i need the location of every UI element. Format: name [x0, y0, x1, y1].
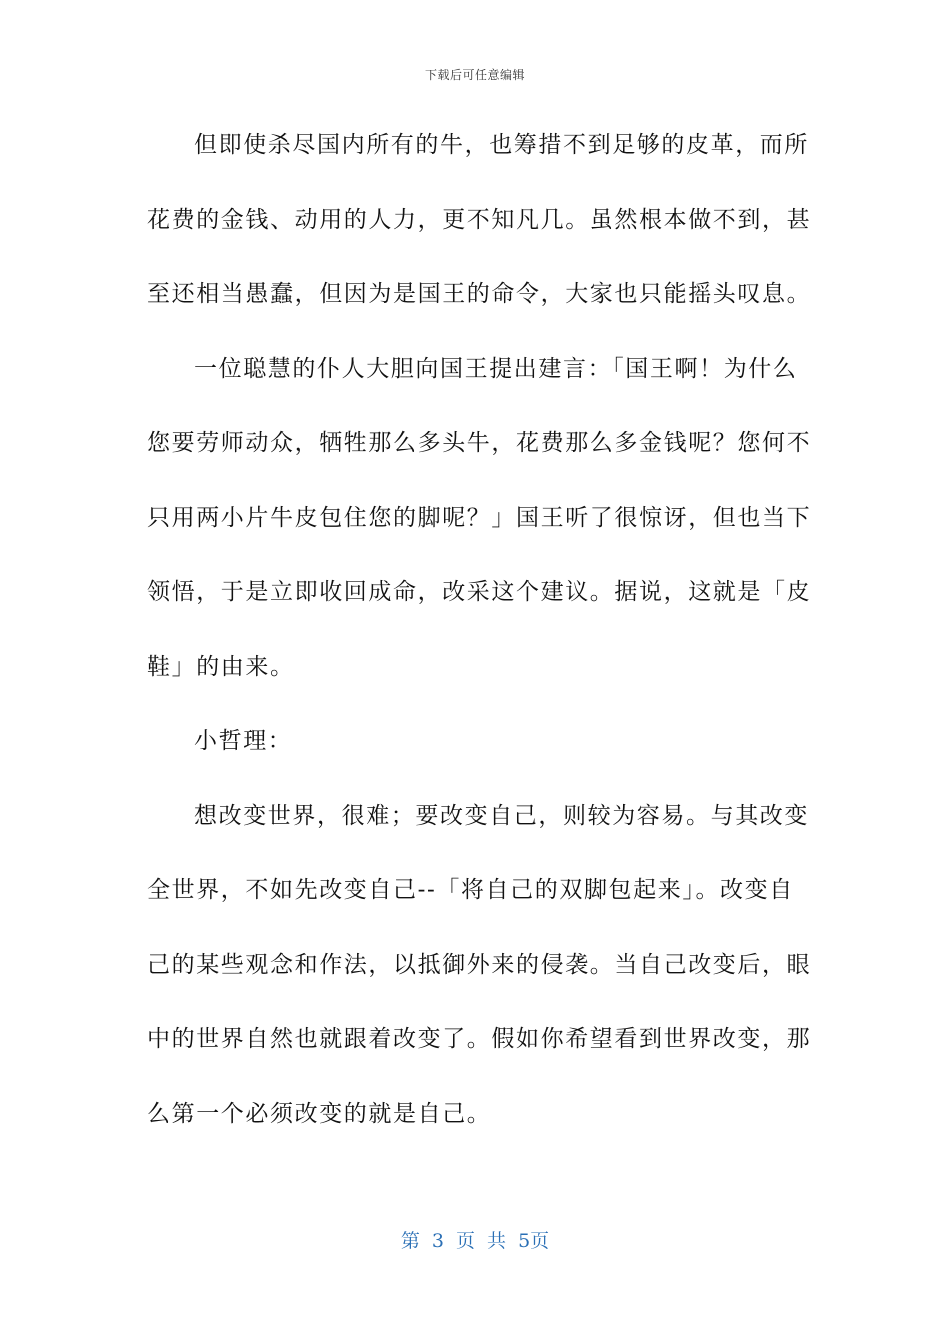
section-heading: 小哲理： [194, 728, 293, 754]
text-line: 领悟，于是立即收回成命，改采这个建议。据说，这就是「皮 [147, 579, 812, 605]
text-line: 至还相当愚蠢，但因为是国王的命令，大家也只能摇头叹息。 [147, 281, 812, 307]
text-line: 但即使杀尽国内所有的牛，也筹措不到足够的皮革，而所 [194, 132, 809, 158]
text-line: 只用两小片牛皮包住您的脚呢？」国王听了很惊讶，但也当下 [147, 504, 812, 531]
text-line: 花费的金钱、动用的人力，更不知凡几。虽然根本做不到，甚 [147, 206, 812, 233]
document-body [147, 124, 812, 1167]
text-line: 一位聪慧的仆人大胆向国王提出建言：「国王啊！为什么 [194, 355, 798, 382]
page-header: 下载后可任意编辑 [424, 68, 525, 82]
text-line: 鞋」的由来。 [147, 653, 295, 680]
text-line: 么第一个必须改变的就是自己。 [147, 1100, 492, 1127]
text-line: 中的世界自然也就跟着改变了。假如你希望看到世界改变，那 [147, 1026, 812, 1052]
page-number-footer: 第 3 页 共 5页 [400, 1230, 550, 1252]
text-line: 想改变世界，很难；要改变自己，则较为容易。与其改变 [194, 802, 809, 829]
text-line: 全世界，不如先改变自己--「将自己的双脚包起来」。改变自 [147, 877, 794, 903]
text-line: 己的某些观念和作法，以抵御外来的侵袭。当自己改变后，眼 [147, 951, 812, 978]
text-line: 您要劳师动众，牺牲那么多头牛，花费那么多金钱呢？您何不 [147, 430, 812, 456]
